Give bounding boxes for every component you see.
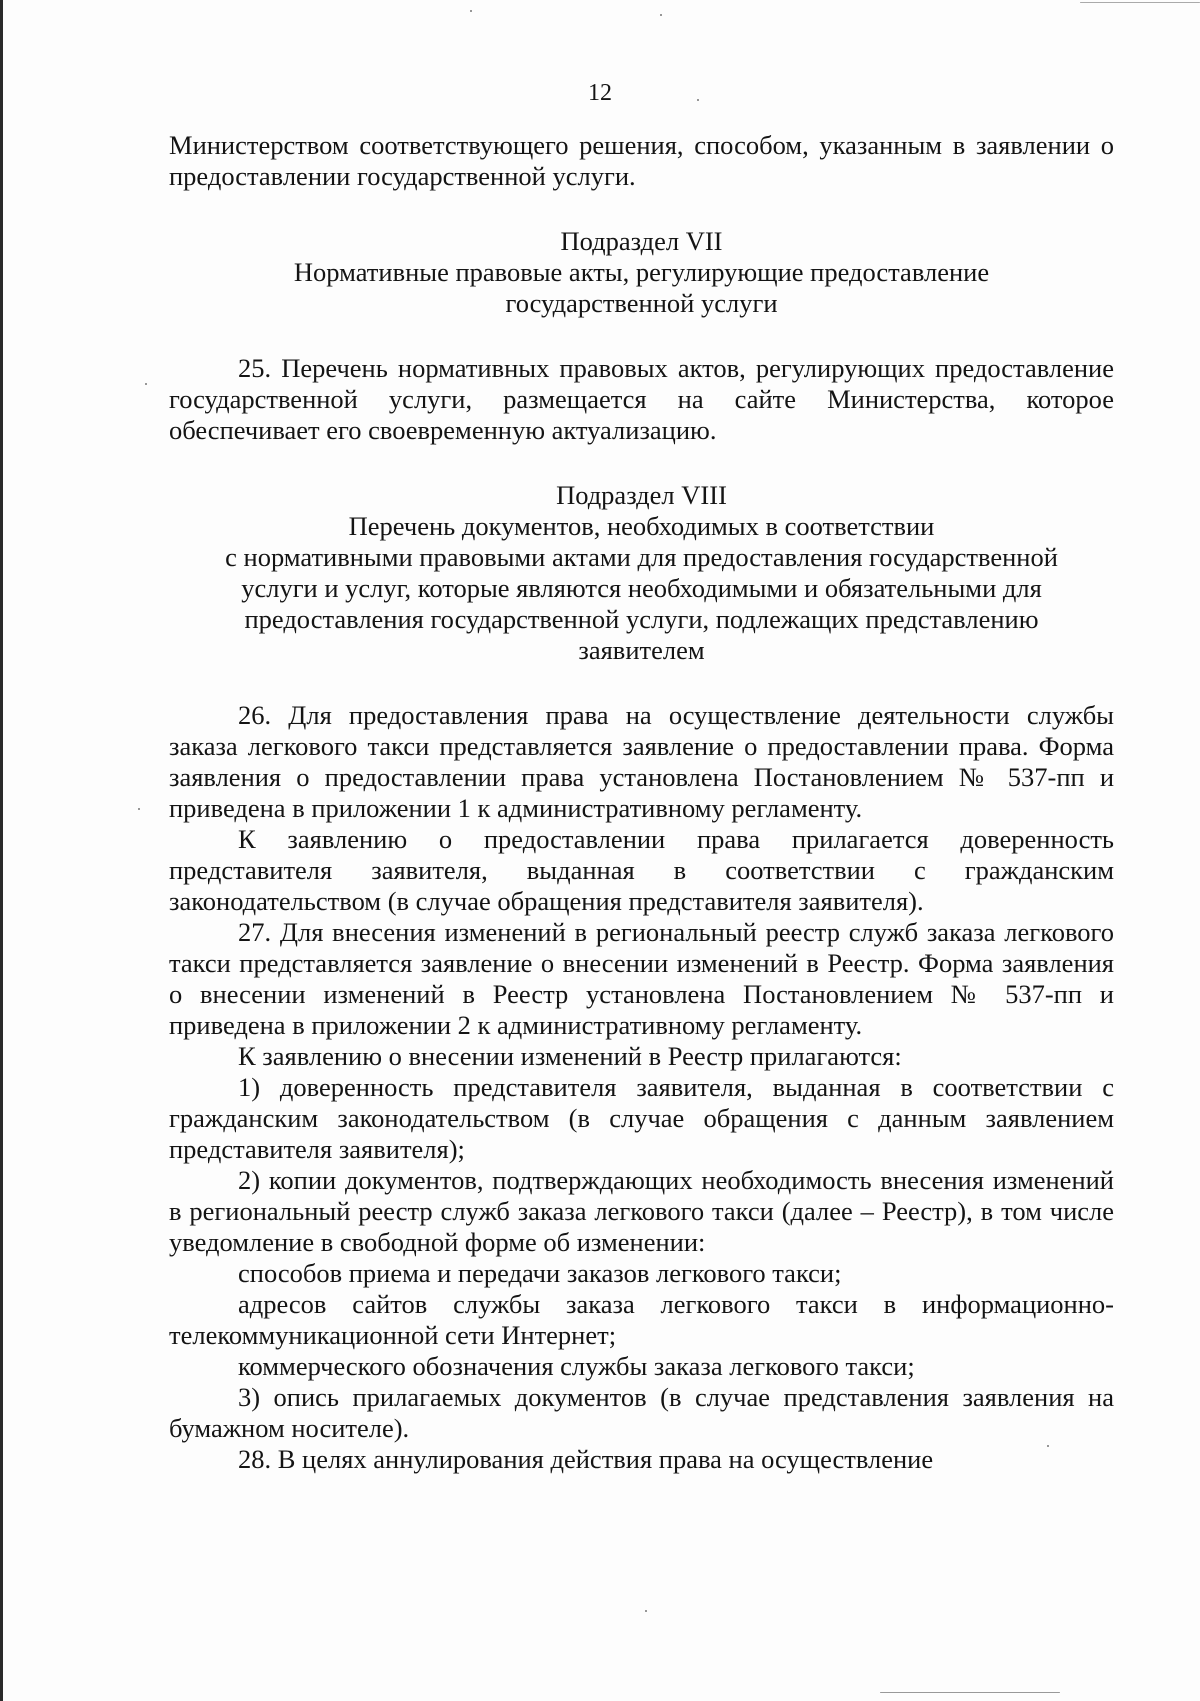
paragraph-top: Министерством соответствующего решения, способом, указанным в заявлении о предоставлении государственной услуги. <box>169 130 1114 191</box>
paragraph-27-item-2-b: адресов сайтов службы заказа легкового такси в информационно-телекоммуникационной сети Интернет; <box>169 1289 1114 1350</box>
document-body <box>169 130 1114 1475</box>
section-7-subtitle-line-2: государственной услуги <box>505 288 778 318</box>
section-8-subtitle-line-3: услуги и услуг, которые являются необходимыми и обязательными для <box>241 573 1042 603</box>
section-8-subtitle-line-4: предоставления государственной услуги, подлежащих представлению <box>244 604 1039 634</box>
scan-speck <box>138 808 140 810</box>
paragraph-26-attachment: К заявлению о предоставлении права прилагается доверенность представителя заявителя, выданная в соответствии с гражданским законодательством (в случае обращения представителя заявителя). <box>169 824 1114 916</box>
scan-speck <box>660 14 662 16</box>
paragraph-27-item-3: 3) опись прилагаемых документов (в случае представления заявления на бумажном носителе). <box>169 1382 1114 1443</box>
section-7-subtitle-line-1: Нормативные правовые акты, регулирующие предоставление <box>293 257 990 287</box>
paragraph-27-item-1: 1) доверенность представителя заявителя, выданная в соответствии с гражданским законодательством (в случае обращения с данным заявлением представителя заявителя); <box>169 1072 1114 1164</box>
scan-speck <box>145 383 147 385</box>
section-8-subtitle-line-5: заявителем <box>578 635 705 665</box>
scan-speck <box>697 99 699 101</box>
page-number: 12 <box>588 80 612 106</box>
scan-left-edge <box>0 0 3 1701</box>
scan-speck <box>1047 1445 1049 1447</box>
scan-speck <box>1080 2 1200 3</box>
scan-speck <box>880 1692 1060 1693</box>
paragraph-27-attachments-intro: К заявлению о внесении изменений в Реестр прилагаются: <box>238 1041 902 1071</box>
paragraph-25: 25. Перечень нормативных правовых актов, регулирующих предоставление государственной услуги, размещается на сайте Министерства, которое обеспечивает его своевременную актуализацию. <box>169 353 1114 445</box>
section-8-title: Подраздел VIII <box>556 480 727 510</box>
section-8-subtitle-line-2: с нормативными правовыми актами для предоставления государственной <box>225 542 1058 572</box>
paragraph-27-item-2-a: способов приема и передачи заказов легкового такси; <box>238 1258 842 1288</box>
section-7-title: Подраздел VII <box>560 226 723 256</box>
paragraph-26: 26. Для предоставления права на осуществление деятельности службы заказа легкового такси представляется заявление о предоставлении права. Форма заявления о предоставлении права установлена Постановлением № 537-пп и приведена в приложении 1 к административному регламенту. <box>169 700 1114 823</box>
paragraph-27-item-2-c: коммерческого обозначения службы заказа легкового такси; <box>238 1351 915 1381</box>
paragraph-27-item-2: 2) копии документов, подтверждающих необходимость внесения изменений в региональный реестр служб заказа легкового такси (далее – Реестр), в том числе уведомление в свободной форме об изменении: <box>169 1165 1114 1257</box>
scan-speck <box>645 1610 647 1612</box>
paragraph-28-start: 28. В целях аннулирования действия права на осуществление <box>238 1444 934 1474</box>
paragraph-27: 27. Для внесения изменений в региональный реестр служб заказа легкового такси представляется заявление о внесении изменений в Реестр. Форма заявления о внесении изменений в Реестр установлена Постановлением № 537-пп и приведена в приложении 2 к административному регламенту. <box>169 917 1114 1040</box>
section-8-subtitle-line-1: Перечень документов, необходимых в соответствии <box>348 511 935 541</box>
scan-speck <box>470 10 472 12</box>
